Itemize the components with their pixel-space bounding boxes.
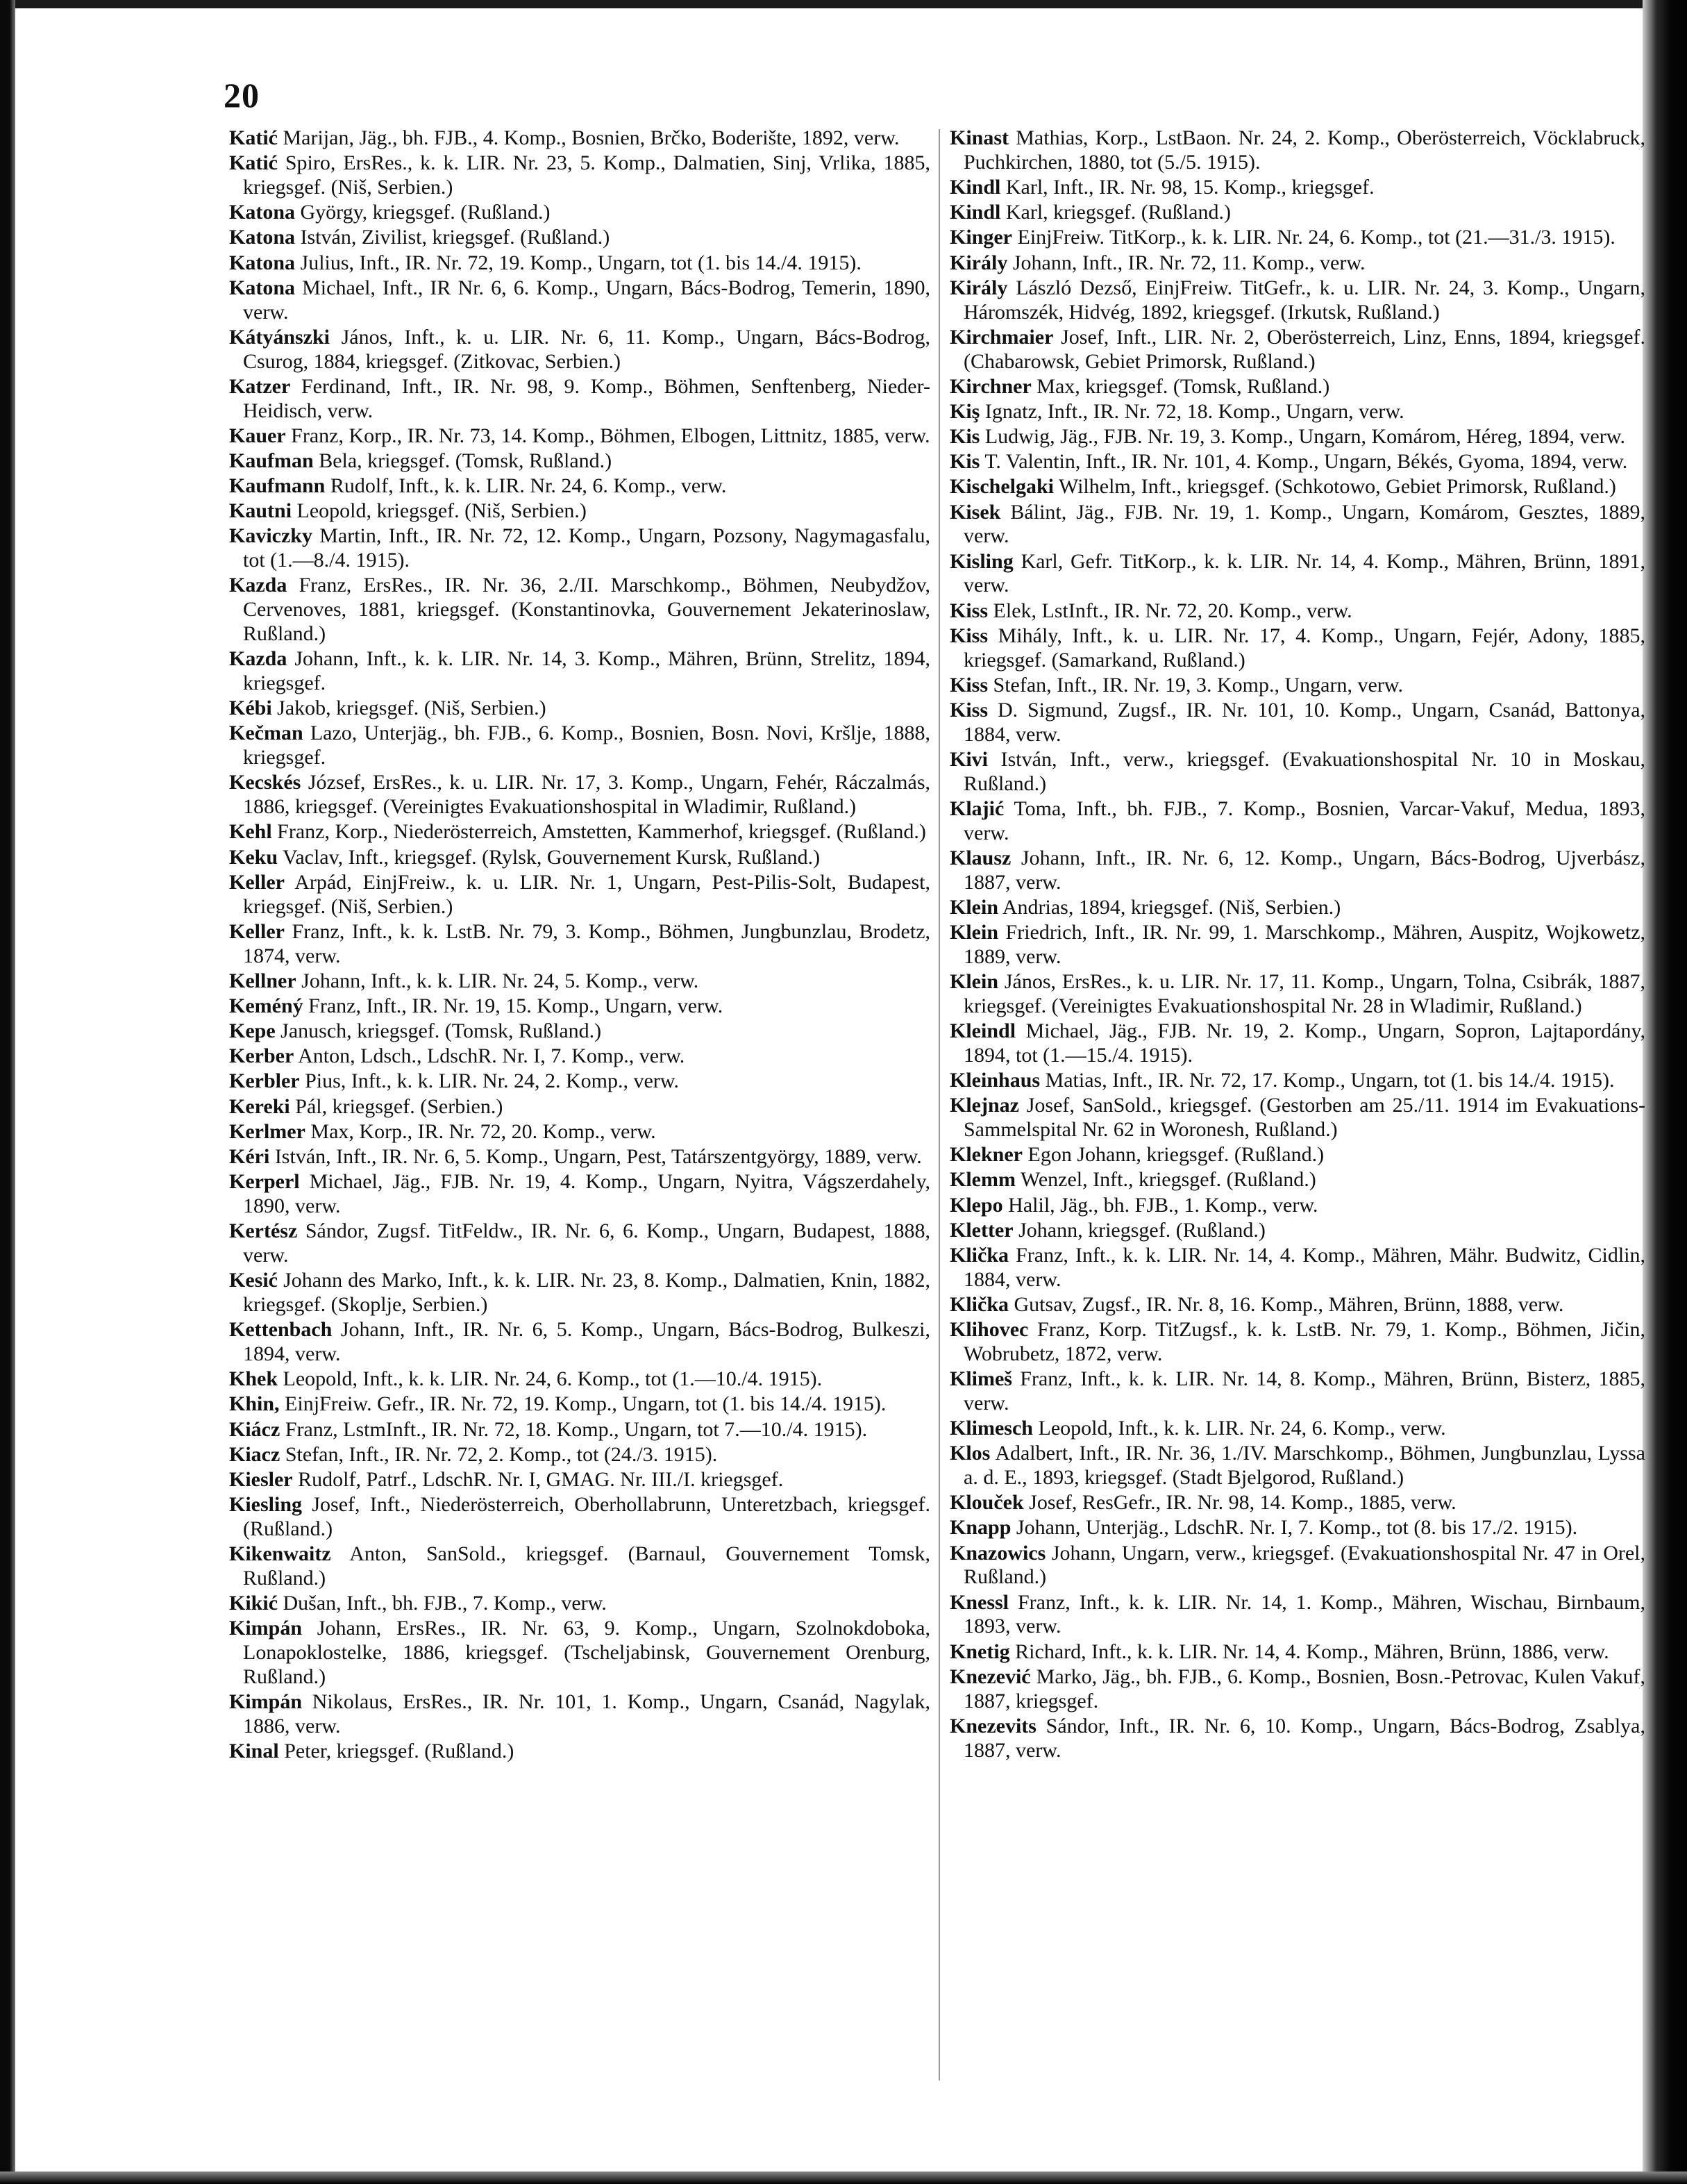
entry-surname: Klepo (950, 1193, 1003, 1217)
casualty-entry (950, 1516, 1645, 1540)
entry-details: Ferdinand, Inft., IR. Nr. 98, 9. Komp., Böhmen, Senftenberg, Nieder-Heidisch, verw. (243, 374, 930, 422)
left-column (229, 126, 930, 1765)
entry-surname: Kepe (229, 1019, 276, 1043)
entry-surname: Kazda (229, 574, 287, 597)
entry-details: Max, kriegsgef. (Tomsk, Rußland.) (1036, 374, 1330, 398)
casualty-entry (950, 126, 1645, 175)
entry-details: Jakob, kriegsgef. (Niš, Serbien.) (277, 697, 546, 720)
entry-surname: Kinger (950, 226, 1012, 249)
entry-surname: Knezevits (950, 1714, 1036, 1737)
entry-details: Leopold, Inft., k. k. LIR. Nr. 24, 6. Komp., tot (1.—10./4. 1915). (283, 1367, 823, 1391)
entry-details: Franz, Inft., k. k. LIR. Nr. 14, 8. Komp., Mähren, Brünn, Bisterz, 1885, verw. (964, 1367, 1646, 1415)
entry-surname: Kis (950, 450, 980, 474)
scan-edge-top (0, 0, 1687, 8)
entry-details: Josef, SanSold., kriegsgef. (Gestorben am 25./11. 1914 im Evakuations-Sammelspital Nr. 62 in Woronesh, Rußland.) (964, 1094, 1645, 1142)
entry-surname: Klička (950, 1243, 1009, 1267)
casualty-entry (950, 1293, 1645, 1317)
casualty-entry (229, 1493, 930, 1542)
casualty-entry (229, 574, 930, 646)
entry-details: Michael, Jäg., FJB. Nr. 19, 2. Komp., Ungarn, Sopron, Lajtapordány, 1894, tot (1.—15./4. 1915). (964, 1019, 1646, 1067)
casualty-entry (950, 326, 1645, 374)
entry-surname: Klausz (950, 846, 1012, 869)
entry-details: Matias, Inft., IR. Nr. 72, 17. Komp., Ungarn, tot (1. bis 14./4. 1915). (1045, 1069, 1615, 1092)
entry-details: Josef, Inft., Niederösterreich, Oberhollabrunn, Unteretzbach, kriegsgef. (Rußland.) (243, 1493, 930, 1540)
casualty-entry (229, 1392, 930, 1417)
entry-surname: Király (950, 251, 1008, 274)
entry-details: Richard, Inft., k. k. LIR. Nr. 14, 4. Komp., Mähren, Brünn, 1886, verw. (1015, 1640, 1609, 1663)
casualty-entry (950, 226, 1645, 250)
entry-surname: Knazowics (950, 1541, 1046, 1565)
entry-surname: Keku (229, 845, 278, 869)
casualty-entry (229, 771, 930, 819)
entry-surname: Kečman (229, 722, 303, 745)
entry-details: Josef, Inft., LIR. Nr. 2, Oberösterreich, Linz, Enns, 1894, kriegsgef. (Chabarowsk, Gebiet Primorsk, Rußland.) (964, 325, 1646, 373)
entry-details: Michael, Inft., IR Nr. 6, 6. Komp., Ungarn, Bács-Bodrog, Temerin, 1890, verw. (243, 276, 930, 324)
entry-details: Franz, Korp., IR. Nr. 73, 14. Komp., Böhmen, Elbogen, Littnitz, 1885, verw. (291, 424, 930, 447)
entry-details: István, Inft., verw., kriegsgef. (Evakuationshospital Nr. 10 in Moskau, Rußland.) (964, 747, 1646, 795)
right-column (950, 126, 1645, 1764)
entry-surname: Kiş (950, 399, 980, 423)
casualty-entry (229, 1468, 930, 1492)
entry-details: Josef, ResGefr., IR. Nr. 98, 14. Komp., 1885, verw. (1029, 1491, 1457, 1515)
entry-details: Janusch, kriegsgef. (Tomsk, Rußland.) (280, 1019, 602, 1043)
entry-surname: Katona (229, 201, 296, 224)
entry-details: Anton, Ldsch., LdschR. Nr. I, 7. Komp., verw. (298, 1044, 685, 1068)
entry-surname: Katona (229, 251, 296, 274)
entry-surname: Klekner (950, 1143, 1023, 1167)
entry-surname: Knapp (950, 1516, 1012, 1540)
casualty-entry (950, 674, 1645, 698)
entry-surname: Kazda (229, 647, 287, 671)
casualty-entry (950, 624, 1645, 673)
entry-surname: Kirchner (950, 374, 1032, 398)
entry-details: Adalbert, Inft., IR. Nr. 36, 1./IV. Marschkomp., Böhmen, Jungbunzlau, Lyssa a. d. E., 1893, kriegsgef. (Stadt Bjelgorod, Rußland.) (964, 1442, 1645, 1490)
entry-details: Egon Johann, kriegsgef. (Rußland.) (1027, 1143, 1325, 1167)
entry-details: Stefan, Inft., IR. Nr. 72, 2. Komp., tot (24./3. 1915). (285, 1442, 718, 1466)
entry-details: Johann, Ungarn, verw., kriegsgef. (Evakuationshospital Nr. 47 in Orel, Rußland.) (964, 1541, 1645, 1589)
casualty-entry (950, 450, 1645, 474)
entry-surname: Klimesch (950, 1417, 1033, 1440)
entry-details: EinjFreiw. TitKorp., k. k. LIR. Nr. 24, 6. Komp., tot (21.—31./3. 1915). (1017, 226, 1615, 249)
entry-surname: Klimeš (950, 1367, 1012, 1391)
casualty-entry (229, 126, 930, 151)
entry-surname: Khin, (229, 1392, 280, 1416)
entry-details: Bálint, Jäg., FJB. Nr. 19, 1. Komp., Ungarn, Komárom, Gesztes, 1889, verw. (964, 500, 1646, 548)
casualty-entry (229, 1019, 930, 1044)
scan-edge-bottom (0, 2172, 1687, 2184)
casualty-entry (229, 524, 930, 573)
entry-surname: Kisling (950, 549, 1014, 573)
entry-surname: Katić (229, 151, 278, 175)
entry-details: Julius, Inft., IR. Nr. 72, 19. Komp., Ungarn, tot (1. bis 14./4. 1915). (300, 251, 862, 274)
casualty-entry (229, 226, 930, 250)
casualty-entry (229, 1367, 930, 1392)
entry-surname: Klička (950, 1292, 1009, 1316)
casualty-entry (950, 501, 1645, 549)
entry-details: Dušan, Inft., bh. FJB., 7. Komp., verw. (283, 1592, 607, 1615)
entry-surname: Kertész (229, 1219, 298, 1243)
entry-surname: Knessl (950, 1590, 1009, 1614)
entry-surname: Katzer (229, 374, 291, 398)
casualty-entry (950, 1591, 1645, 1640)
casualty-entry (229, 846, 930, 870)
casualty-entry (950, 970, 1645, 1019)
casualty-entry (229, 201, 930, 225)
entry-surname: Klein (950, 921, 999, 944)
entry-details: Johann, ErsRes., IR. Nr. 63, 9. Komp., Ungarn, Szolnokdoboka, Lonapoklostelke, 1886, kriegsgef. (Tscheljabinsk, Gouvernement Orenburg, Rußland.) (243, 1617, 930, 1688)
entry-surname: Király (950, 276, 1008, 299)
entry-surname: Kiss (950, 673, 989, 697)
entry-surname: Kerperl (229, 1170, 300, 1194)
entry-details: EinjFreiw. Gefr., IR. Nr. 72, 19. Komp., Ungarn, tot (1. bis 14./4. 1915). (285, 1392, 887, 1416)
casualty-entry (950, 251, 1645, 276)
entry-details: István, Zivilist, kriegsgef. (Rußland.) (300, 226, 610, 249)
entry-details: Andrias, 1894, kriegsgef. (Niš, Serbien.) (1002, 895, 1341, 919)
casualty-entry (950, 550, 1645, 599)
entry-details: Johann, Inft., IR. Nr. 6, 5. Komp., Ungarn, Bács-Bodrog, Bulkeszi, 1894, verw. (243, 1318, 930, 1365)
casualty-entry (950, 1168, 1645, 1192)
entry-surname: Kerlmer (229, 1119, 305, 1143)
casualty-entry (950, 748, 1645, 797)
entry-surname: Kimpán (229, 1690, 303, 1713)
entry-surname: Kiss (950, 698, 989, 722)
casualty-entry (950, 1069, 1645, 1093)
casualty-entry (229, 1145, 930, 1169)
entry-surname: Khek (229, 1367, 278, 1391)
scan-edge-left (0, 0, 15, 2184)
casualty-entry (229, 424, 930, 449)
entry-surname: Knetig (950, 1640, 1010, 1663)
casualty-entry (950, 847, 1645, 895)
entry-surname: Klein (950, 895, 999, 919)
entry-surname: Klihovec (950, 1318, 1029, 1342)
entry-surname: Klejnaz (950, 1094, 1019, 1117)
entry-details: Marijan, Jäg., bh. FJB., 4. Komp., Bosnien, Brčko, Boderište, 1892, verw. (283, 126, 900, 149)
casualty-entry (950, 1019, 1645, 1068)
casualty-entry (229, 1740, 930, 1764)
entry-details: Karl, Inft., IR. Nr. 98, 15. Komp., kriegsgef. (1005, 175, 1375, 199)
casualty-entry (229, 326, 930, 374)
entry-surname: Kellner (229, 969, 296, 992)
casualty-entry (229, 1418, 930, 1442)
entry-details: Franz, Korp., Niederösterreich, Amstetten, Kammerhof, kriegsgef. (Rußland.) (277, 820, 926, 844)
entry-surname: Kereki (229, 1094, 290, 1118)
column-divider (939, 129, 940, 2081)
entry-details: Johann, Inft., IR. Nr. 72, 11. Komp., verw. (1012, 251, 1366, 274)
entry-details: János, Inft., k. u. LIR. Nr. 6, 11. Komp., Ungarn, Bács-Bodrog, Csurog, 1884, kriegsgef. (Zitkovac, Serbien.) (243, 325, 931, 373)
casualty-entry (950, 1219, 1645, 1243)
entry-surname: Kéri (229, 1145, 270, 1168)
entry-surname: Kiácz (229, 1417, 280, 1441)
entry-details: Karl, Gefr. TitKorp., k. k. LIR. Nr. 14, 4. Komp., Mähren, Brünn, 1891, verw. (964, 549, 1645, 597)
entry-surname: Kikenwaitz (229, 1542, 331, 1566)
casualty-entry (950, 1143, 1645, 1167)
casualty-entry (229, 1269, 930, 1317)
casualty-entry (950, 1367, 1645, 1416)
entry-details: Franz, Inft., k. k. LstB. Nr. 79, 3. Komp., Böhmen, Jungbunzlau, Brodetz, 1874, verw. (243, 919, 931, 967)
casualty-entry (950, 1715, 1645, 1763)
entry-details: János, ErsRes., k. u. LIR. Nr. 17, 11. Komp., Ungarn, Tolna, Csibrák, 1887, kriegsgef. (Vereinigtes Evakuationshospital Nr. 28 in Wladimir, Rußland.) (964, 970, 1645, 1017)
entry-details: Bela, kriegsgef. (Tomsk, Rußland.) (319, 449, 612, 472)
entry-surname: Kischelgaki (950, 475, 1055, 499)
casualty-entry (950, 1417, 1645, 1441)
entry-surname: Klos (950, 1442, 991, 1465)
entry-details: György, kriegsgef. (Rußland.) (300, 201, 551, 224)
entry-surname: Klouček (950, 1491, 1024, 1515)
casualty-entry (229, 1443, 930, 1467)
entry-details: Spiro, ErsRes., k. k. LIR. Nr. 23, 5. Komp., Dalmatien, Sinj, Vrlika, 1885, kriegsgef. (Niš, Serbien.) (243, 151, 930, 199)
entry-surname: Kivi (950, 747, 989, 771)
casualty-entry (950, 921, 1645, 969)
entry-surname: Klemm (950, 1168, 1016, 1192)
entry-surname: Kinast (950, 126, 1009, 149)
entry-details: Franz, LstmInft., IR. Nr. 72, 18. Komp., Ungarn, tot 7.—10./4. 1915). (285, 1417, 868, 1441)
casualty-entry (950, 599, 1645, 624)
entry-surname: Kimpán (229, 1617, 303, 1640)
casualty-entry (950, 1318, 1645, 1367)
casualty-entry (229, 871, 930, 919)
entry-details: Franz, Inft., k. k. LIR. Nr. 14, 4. Komp., Mähren, Mähr. Budwitz, Cidlin, 1884, verw. (964, 1243, 1646, 1291)
entry-surname: Kiesler (229, 1467, 293, 1491)
entry-details: Sándor, Inft., IR. Nr. 6, 10. Komp., Ungarn, Bács-Bodrog, Zsablya, 1887, verw. (964, 1714, 1645, 1762)
entry-surname: Katona (229, 226, 296, 249)
casualty-entry (950, 797, 1645, 846)
entry-details: Franz, Inft., IR. Nr. 19, 15. Komp., Ungarn, verw. (308, 994, 723, 1017)
entry-details: Rudolf, Patrf., LdschR. Nr. I, GMAG. Nr. III./I. kriegsgef. (298, 1467, 784, 1491)
casualty-entry (229, 920, 930, 969)
casualty-entry (229, 449, 930, 474)
entry-details: Max, Korp., IR. Nr. 72, 20. Komp., verw. (310, 1119, 656, 1143)
casualty-entry (950, 201, 1645, 225)
entry-surname: Katona (229, 276, 296, 299)
casualty-entry (950, 896, 1645, 920)
entry-details: Stefan, Inft., IR. Nr. 19, 3. Komp., Ungarn, verw. (993, 673, 1403, 697)
entry-details: Wilhelm, Inft., kriegsgef. (Schkotowo, Gebiet Primorsk, Rußland.) (1058, 475, 1616, 499)
casualty-entry (229, 1120, 930, 1144)
entry-details: József, ErsRes., k. u. LIR. Nr. 17, 3. Komp., Ungarn, Fehér, Ráczalmás, 1886, kriegsgef. (Vereinigtes Evakuationshospital in Wladimir, Rußland.) (243, 771, 930, 819)
entry-surname: Keller (229, 919, 285, 943)
entry-details: Gutsav, Zugsf., IR. Nr. 8, 16. Komp., Mähren, Brünn, 1888, verw. (1014, 1292, 1564, 1316)
entry-details: Peter, kriegsgef. (Rußland.) (284, 1739, 514, 1762)
entry-surname: Kettenbach (229, 1318, 333, 1342)
casualty-entry (229, 1095, 930, 1119)
casualty-entry (229, 1592, 930, 1616)
entry-surname: Kis (950, 425, 980, 449)
casualty-entry (229, 820, 930, 844)
scan-edge-right (1643, 0, 1687, 2184)
entry-details: István, Inft., IR. Nr. 6, 5. Komp., Ungarn, Pest, Tatárszentgyörgy, 1889, verw. (274, 1145, 922, 1168)
entry-surname: Keller (229, 870, 285, 894)
entry-details: Friedrich, Inft., IR. Nr. 99, 1. Marschkomp., Mähren, Auspitz, Wojkowetz, 1889, verw. (964, 921, 1646, 968)
entry-details: Mathias, Korp., LstBaon. Nr. 24, 2. Komp., Oberösterreich, Vöcklabruck, Puchkirchen, 1880, tot (5./5. 1915). (964, 126, 1646, 174)
entry-details: Rudolf, Inft., k. k. LIR. Nr. 24, 6. Komp., verw. (330, 474, 727, 498)
casualty-entry (229, 1542, 930, 1591)
entry-surname: Kébi (229, 697, 272, 720)
entry-surname: Kehl (229, 820, 272, 844)
casualty-entry (229, 1690, 930, 1739)
entry-surname: Kindl (950, 201, 1001, 224)
entry-surname: Kiesling (229, 1493, 303, 1517)
casualty-entry (950, 1665, 1645, 1714)
casualty-entry (229, 1318, 930, 1367)
casualty-entry (950, 699, 1645, 747)
entry-details: Johann, Inft., IR. Nr. 6, 12. Komp., Ungarn, Bács-Bodrog, Ujverbász, 1887, verw. (964, 846, 1645, 894)
casualty-entry (950, 1194, 1645, 1218)
casualty-entry (950, 425, 1645, 449)
entry-surname: Kesić (229, 1269, 278, 1292)
entry-surname: Kiacz (229, 1442, 280, 1466)
entry-details: T. Valentin, Inft., IR. Nr. 101, 4. Komp., Ungarn, Békés, Gyoma, 1894, verw. (984, 450, 1628, 474)
entry-surname: Kaviczky (229, 524, 312, 548)
entry-surname: Kleinhaus (950, 1069, 1041, 1092)
casualty-entry (229, 722, 930, 770)
entry-surname: Kautni (229, 499, 292, 523)
entry-surname: Kisek (950, 500, 1001, 524)
entry-surname: Kirchmaier (950, 325, 1054, 349)
entry-details: László Dezső, EinjFreiw. TitGefr., k. u. LIR. Nr. 24, 3. Komp., Ungarn, Háromszék, Hidvég, 1892, kriegsgef. (Irkutsk, Rußland.) (964, 276, 1645, 324)
casualty-entry (229, 1044, 930, 1069)
entry-details: Elek, LstInft., IR. Nr. 72, 20. Komp., verw. (993, 599, 1352, 622)
casualty-entry (229, 1219, 930, 1268)
entry-surname: Keméný (229, 994, 303, 1017)
entry-details: Sándor, Zugsf. TitFeldw., IR. Nr. 6, 6. Komp., Ungarn, Budapest, 1888, verw. (243, 1219, 931, 1267)
entry-details: Vaclav, Inft., kriegsgef. (Rylsk, Gouvernement Kursk, Rußland.) (283, 845, 821, 869)
page-number: 20 (224, 76, 260, 115)
entry-surname: Kaufman (229, 449, 314, 472)
entry-details: Pius, Inft., k. k. LIR. Nr. 24, 2. Komp., verw. (305, 1069, 679, 1093)
casualty-entry (229, 994, 930, 1019)
entry-details: Leopold, Inft., k. k. LIR. Nr. 24, 6. Komp., verw. (1038, 1417, 1446, 1440)
entry-details: Johann, Inft., k. k. LIR. Nr. 24, 5. Komp., verw. (301, 969, 699, 992)
entry-details: Martin, Inft., IR. Nr. 72, 12. Komp., Ungarn, Pozsony, Nagymagasfalu, tot (1.—8./4. 1915). (243, 524, 930, 572)
entry-details: Michael, Jäg., FJB. Nr. 19, 4. Komp., Ungarn, Nyitra, Vágszerdahely, 1890, verw. (243, 1170, 930, 1217)
entry-details: Wenzel, Inft., kriegsgef. (Rußland.) (1020, 1168, 1316, 1192)
casualty-entry (950, 1244, 1645, 1292)
casualty-entry (950, 1640, 1645, 1665)
entry-surname: Kinal (229, 1739, 279, 1762)
entry-details: Johann, kriegsgef. (Rußland.) (1018, 1218, 1266, 1242)
entry-surname: Kerbler (229, 1069, 300, 1093)
entry-surname: Knezević (950, 1665, 1031, 1688)
casualty-entry (229, 647, 930, 696)
entry-surname: Kiss (950, 599, 989, 622)
entry-surname: Kecskés (229, 771, 301, 794)
entry-details: Johann, Unterjäg., LdschR. Nr. I, 7. Komp., tot (8. bis 17./2. 1915). (1016, 1516, 1578, 1540)
entry-details: Nikolaus, ErsRes., IR. Nr. 101, 1. Komp., Ungarn, Csanád, Nagylak, 1886, verw. (243, 1690, 931, 1737)
entry-details: D. Sigmund, Zugsf., IR. Nr. 101, 10. Komp., Ungarn, Csanád, Battonya, 1884, verw. (964, 698, 1646, 746)
entry-details: Franz, Inft., k. k. LIR. Nr. 14, 1. Komp., Mähren, Wischau, Birnbaum, 1893, verw. (964, 1590, 1645, 1638)
entry-details: Lazo, Unterjäg., bh. FJB., 6. Komp., Bosnien, Bosn. Novi, Kršlje, 1888, kriegsgef. (243, 722, 931, 769)
entry-details: Karl, kriegsgef. (Rußland.) (1005, 201, 1231, 224)
casualty-entry (229, 1170, 930, 1219)
casualty-entry (950, 1542, 1645, 1590)
entry-surname: Kiss (950, 624, 989, 647)
casualty-entry (950, 475, 1645, 499)
casualty-entry (229, 474, 930, 499)
entry-details: Toma, Inft., bh. FJB., 7. Komp., Bosnien, Varcar-Vakuf, Medua, 1893, verw. (964, 797, 1645, 844)
casualty-entry (950, 375, 1645, 399)
entry-details: Franz, ErsRes., IR. Nr. 36, 2./II. Marschkomp., Böhmen, Neubydžov, Cervenoves, 1881, kriegsgef. (Konstantinovka, Gouvernement Jekaterinoslaw, Rußland.) (243, 574, 931, 646)
entry-surname: Kletter (950, 1218, 1014, 1242)
casualty-entry (229, 251, 930, 276)
casualty-entry (229, 1617, 930, 1689)
casualty-entry (950, 276, 1645, 325)
casualty-entry (950, 1442, 1645, 1490)
entry-surname: Kikić (229, 1592, 278, 1615)
casualty-entry (950, 1491, 1645, 1515)
casualty-entry (229, 499, 930, 524)
entry-surname: Kleindl (950, 1019, 1016, 1043)
entry-surname: Kaufmann (229, 474, 326, 498)
entry-details: Franz, Korp. TitZugsf., k. k. LstB. Nr. 79, 1. Komp., Böhmen, Jičin, Wobrubetz, 1872, verw. (964, 1318, 1646, 1365)
casualty-entry (229, 151, 930, 200)
casualty-entry (229, 697, 930, 721)
entry-details: Leopold, kriegsgef. (Niš, Serbien.) (296, 499, 587, 523)
entry-surname: Klajić (950, 797, 1005, 820)
entry-details: Anton, SanSold., kriegsgef. (Barnaul, Gouvernement Tomsk, Rußland.) (243, 1542, 930, 1590)
entry-details: Marko, Jäg., bh. FJB., 6. Komp., Bosnien, Bosn.-Petrovac, Kulen Vakuf, 1887, kriegsgef. (964, 1665, 1645, 1712)
entry-surname: Kerber (229, 1044, 294, 1068)
entry-details: Ludwig, Jäg., FJB. Nr. 19, 3. Komp., Ungarn, Komárom, Héreg, 1894, verw. (984, 425, 1625, 449)
entry-surname: Kauer (229, 424, 286, 447)
casualty-entry (229, 969, 930, 994)
entry-surname: Katić (229, 126, 278, 149)
casualty-entry (229, 1069, 930, 1094)
entry-details: Ignatz, Inft., IR. Nr. 72, 18. Komp., Ungarn, verw. (984, 399, 1404, 423)
entry-details: Johann des Marko, Inft., k. k. LIR. Nr. 23, 8. Komp., Dalmatien, Knin, 1882, kriegsgef. (Skoplje, Serbien.) (243, 1269, 930, 1316)
casualty-entry (950, 400, 1645, 424)
casualty-entry (229, 276, 930, 325)
entry-details: Mihály, Inft., k. u. LIR. Nr. 17, 4. Komp., Ungarn, Fejér, Adony, 1885, kriegsgef. (Samarkand, Rußland.) (964, 624, 1646, 672)
casualty-entry (229, 375, 930, 424)
casualty-entry (950, 1094, 1645, 1142)
entry-surname: Klein (950, 970, 999, 994)
entry-details: Arpád, EinjFreiw., k. u. LIR. Nr. 1, Ungarn, Pest-Pilis-Solt, Budapest, kriegsgef. (Niš, Serbien.) (243, 870, 930, 918)
entry-surname: Kátyánszki (229, 325, 330, 349)
casualty-entry (950, 176, 1645, 200)
entry-details: Pál, kriegsgef. (Serbien.) (295, 1094, 503, 1118)
entry-details: Johann, Inft., k. k. LIR. Nr. 14, 3. Komp., Mähren, Brünn, Strelitz, 1894, kriegsgef. (243, 647, 930, 694)
entry-details: Halil, Jäg., bh. FJB., 1. Komp., verw. (1008, 1193, 1318, 1217)
entry-surname: Kindl (950, 175, 1001, 199)
